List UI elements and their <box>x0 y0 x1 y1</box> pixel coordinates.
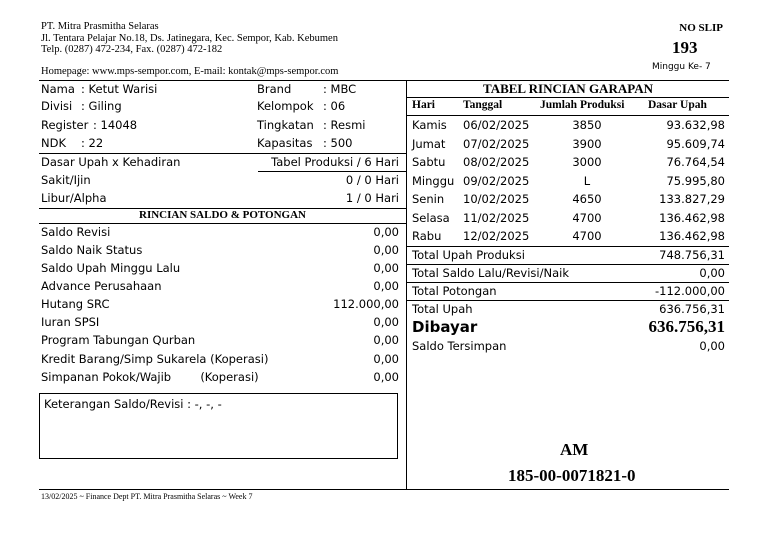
libur-row <box>41 190 399 207</box>
row-tanggal: 12/02/2025 <box>463 229 530 243</box>
saldo-item-value: 0,00 <box>373 279 399 293</box>
sakit-value: 0 / 0 Hari <box>345 173 399 187</box>
total-upah-label: Total Upah <box>412 302 473 316</box>
row-jumlah: 4700 <box>572 211 602 225</box>
total-produksi-label: Total Upah Produksi <box>412 248 525 262</box>
ndk-label: NDK <box>41 136 66 150</box>
total-upah-value: 636.756,31 <box>659 302 725 316</box>
row-upah: 133.827,29 <box>659 192 725 206</box>
tingkatan-label: Tingkatan <box>257 118 314 132</box>
info-row-3 <box>41 117 401 134</box>
row-hari: Minggu <box>412 174 455 188</box>
info-row-1 <box>41 81 401 98</box>
saldo-item-label: Kredit Barang/Simp Sukarela (Koperasi) <box>41 352 269 366</box>
nama-label: Nama <box>41 82 75 96</box>
rows-bottom-rule <box>407 246 729 247</box>
kapasitas-value: : 500 <box>323 136 353 150</box>
total-saldo-value: 0,00 <box>699 266 725 280</box>
footer-text: 13/02/2025 ~ Finance Dept PT. Mitra Prasmitha Selaras ~ Week 7 <box>41 492 253 501</box>
total-produksi-value: 748.756,31 <box>659 248 725 262</box>
row-tanggal: 10/02/2025 <box>463 192 530 206</box>
company-web: Homepage: www.mps-sempor.com, E-mail: kontak@mps-sempor.com <box>41 66 339 77</box>
row-hari: Selasa <box>412 211 450 225</box>
note-text: Keterangan Saldo/Revisi : -, -, - <box>44 397 222 411</box>
company-address: Jl. Tentara Pelajar No.18, Ds. Jatinegara, Kec. Sempor, Kab. Kebumen <box>41 33 338 44</box>
dibayar-label: Dibayar <box>412 318 478 336</box>
saldo-item-value: 0,00 <box>373 352 399 366</box>
dibayar-value: 636.756,31 <box>648 317 725 336</box>
saldo-item-label: Program Tabungan Qurban <box>41 333 196 347</box>
brand-value: : MBC <box>323 82 357 96</box>
saldo-item-value: 0,00 <box>373 261 399 275</box>
saldo-item <box>41 224 399 241</box>
row-upah: 93.632,98 <box>666 118 725 132</box>
row-tanggal: 07/02/2025 <box>463 137 530 151</box>
saldo-item <box>41 242 399 259</box>
row-tanggal: 09/02/2025 <box>463 174 530 188</box>
row-upah: 75.995,80 <box>666 174 725 188</box>
saldo-item <box>41 351 399 368</box>
saldo-item <box>41 296 399 313</box>
kelompok-value: : 06 <box>323 99 346 113</box>
sakit-row <box>41 172 399 189</box>
divisi-label: Divisi <box>41 99 73 113</box>
saldo-item-value: 0,00 <box>373 243 399 257</box>
saldo-item <box>41 332 399 349</box>
nama-value: : Ketut Warisi <box>81 82 158 96</box>
tingkatan-value: : Resmi <box>323 118 366 132</box>
dasar-value: Tabel Produksi / 6 Hari <box>271 155 399 169</box>
signature-initials: AM <box>560 440 589 459</box>
divisi-value: : Giling <box>81 99 122 113</box>
saldo-item-value: 0,00 <box>373 333 399 347</box>
saldo-item <box>41 314 399 331</box>
row-tanggal: 11/02/2025 <box>463 211 530 225</box>
garapan-title-rule <box>407 97 729 98</box>
saldo-title: RINCIAN SALDO & POTONGAN <box>139 209 306 221</box>
garapan-header-rule <box>407 115 729 116</box>
total-potongan-rule <box>407 300 729 301</box>
week-label: Minggu Ke- 7 <box>652 62 711 72</box>
saldo-item-value: 0,00 <box>373 370 399 384</box>
total-potongan-label: Total Potongan <box>412 284 497 298</box>
row-tanggal: 08/02/2025 <box>463 155 530 169</box>
saldo-item-value: 112.000,00 <box>333 297 399 311</box>
saldo-item-value: 0,00 <box>373 315 399 329</box>
saldo-item-value: 0,00 <box>373 225 399 239</box>
saldo-item-label: Saldo Revisi <box>41 225 111 239</box>
info-row-2 <box>41 98 401 115</box>
kapasitas-label: Kapasitas <box>257 136 313 150</box>
col-tanggal: Tanggal <box>463 99 503 111</box>
row-upah: 76.764,54 <box>666 155 725 169</box>
row-upah: 136.462,98 <box>659 229 725 243</box>
row-jumlah: L <box>583 174 591 188</box>
ndk-value: : 22 <box>81 136 104 150</box>
row-jumlah: 4650 <box>572 192 602 206</box>
register-label: Register <box>41 118 89 132</box>
row-tanggal: 06/02/2025 <box>463 118 530 132</box>
saldo-item-label: Saldo Naik Status <box>41 243 143 257</box>
libur-value: 1 / 0 Hari <box>345 191 399 205</box>
column-divider <box>406 80 407 489</box>
saldo-tersimpan-label: Saldo Tersimpan <box>412 339 507 353</box>
row-hari: Rabu <box>412 229 442 243</box>
row-upah: 95.609,74 <box>666 137 725 151</box>
saldo-tersimpan-value: 0,00 <box>699 339 725 353</box>
slip-number: 193 <box>672 38 698 57</box>
sakit-label: Sakit/Ijin <box>41 173 91 187</box>
garapan-title: TABEL RINCIAN GARAPAN <box>483 81 653 96</box>
col-dasar-upah: Dasar Upah <box>648 99 707 111</box>
row-hari: Kamis <box>412 118 447 132</box>
saldo-item-label: Hutang SRC <box>41 297 110 311</box>
kelompok-label: Kelompok <box>257 99 314 113</box>
saldo-item-label: Saldo Upah Minggu Lalu <box>41 261 181 275</box>
brand-label: Brand <box>257 82 292 96</box>
footer-rule <box>39 489 729 490</box>
register-value: : 14048 <box>93 118 138 132</box>
row-upah: 136.462,98 <box>659 211 725 225</box>
info-row-4 <box>41 135 401 152</box>
col-hari: Hari <box>412 99 435 111</box>
total-saldo-label: Total Saldo Lalu/Revisi/Naik <box>412 266 569 280</box>
col-jumlah: Jumlah Produksi <box>540 99 625 111</box>
row-hari: Sabtu <box>412 155 446 169</box>
company-name: PT. Mitra Prasmitha Selaras <box>41 21 159 32</box>
row-hari: Senin <box>412 192 445 206</box>
saldo-item-label: Advance Perusahaan <box>41 279 162 293</box>
slip-label: NO SLIP <box>679 22 723 34</box>
saldo-item <box>41 369 399 386</box>
account-number: 185-00-0071821-0 <box>508 466 636 485</box>
note-box <box>39 393 398 459</box>
dasar-row <box>41 154 399 171</box>
saldo-item <box>41 278 399 295</box>
dasar-label: Dasar Upah x Kehadiran <box>41 155 181 169</box>
row-jumlah: 3000 <box>572 155 602 169</box>
saldo-item-label: Simpanan Pokok/Wajib (Koperasi) <box>41 370 259 384</box>
saldo-item <box>41 260 399 277</box>
row-jumlah: 3850 <box>572 118 602 132</box>
total-saldo-rule <box>407 282 729 283</box>
row-jumlah: 3900 <box>572 137 602 151</box>
row-jumlah: 4700 <box>572 229 602 243</box>
total-produksi-rule <box>407 264 729 265</box>
saldo-item-label: Iuran SPSI <box>41 315 100 329</box>
total-potongan-value: -112.000,00 <box>655 284 725 298</box>
company-phone: Telp. (0287) 472-234, Fax. (0287) 472-182 <box>41 44 223 55</box>
libur-label: Libur/Alpha <box>41 191 107 205</box>
row-hari: Jumat <box>412 137 446 151</box>
